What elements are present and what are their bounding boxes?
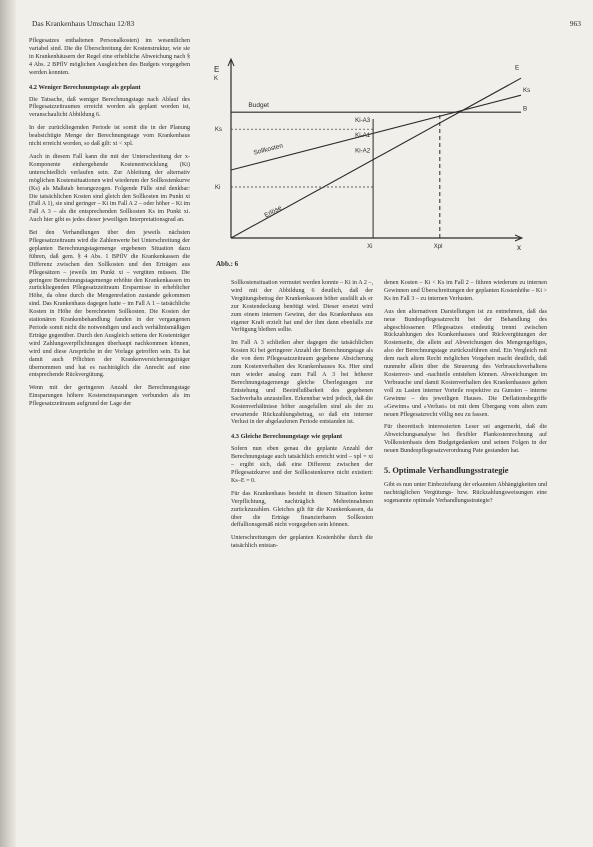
y-tick-label: Ks (215, 127, 223, 134)
paragraph: Sofern nun eben genau die geplante Anzahl der Berechnungstage auch tatsächlich erreicht wird – xpl = xi – ergibt sich, daß eine Differenz zwischen der Pflegesatzkurve und der Sollkostenkurve nicht existiert: Ks–E = 0. (231, 446, 373, 484)
paragraph: Bei den Verhandlungen über den jeweils nächsten Pflegesatzzeitraum wird die Zahlenwerte bei Unterschreitung der geplanten Berechnungstagemenge ergebenen Situation dazu führen, daß gem. § 4 Abs. 1 BPflV die Krankenkassen die Differenz zwischen den Sollkosten und den Erträgen aus Pflegesätzen – jeweils im Punkt xi – vergüten müssen. Die geringere Berechnungstagemenge erhöhte den Krankenkassen im zurückliegenden Pflegesatzzeitraum Ersparnisse in erheblicher Höhe, da ohne durch die Mengenrelation zustande gekommen sind. Das Krankenhaus dagegen hatte – im Fall A 1 – tatsächliche Kosten in Höhe der berechneten Sollkosten. Die Kosten der stationären Krankenbehandlung fanden in der vergangenen Periode somit nicht die notwendigen und auch verhältnismäßigen Erträge gegenüber. Durch den Ausgleich seitens der Kostenträger wird Zahlungsverpflichtungen überhaupt nachkommen können, wird und diese Ansprüche in der Vorlage getroffen sein. Es hat damit auch Pflichten der Krankenversicherungsträger übernommen und hat es nachträglich die Anrecht auf eine entsprechende Rückvergütung. (29, 230, 190, 379)
paragraph: denen Kosten – Ki < Ks im Fall 2 – führen wiederum zu internen Gewinnen und Überschreitungen der geplanten Kostenhöhe – Ki > Ks im Fall 3 – zu internen Verlusten. (384, 280, 547, 302)
series-label-erlöse: Erlöse (263, 204, 284, 220)
section-heading: 4.3 Gleiche Berechnungstage wie geplant (231, 433, 343, 441)
section-heading: 4.2 Weniger Berechnungstage als geplant (29, 83, 141, 91)
point-label: B (523, 105, 528, 113)
paragraph: Wenn mit der geringeren Anzahl der Berechnungstage Einsparungen höhere Kosteneinsparungen verbunden als im Pflegesatzzeitraum aufgrund der Lage der (29, 385, 190, 408)
point-label: Ki-A3 (355, 117, 371, 125)
paragraph: Für theoretisch interessierten Leser sei angemerkt, daß die Abweichungsanalyse bei flexibler Plankostenrechnung auf Vollkostenbasis dem Budgetgedanken und seinen Folgen in der neuen Bundespflegesatzverordnung Pate gestanden hat. (384, 424, 547, 455)
figure-chart (199, 50, 529, 258)
x-axis-label: x (517, 243, 521, 252)
point-label: E (515, 64, 520, 72)
y-axis-label: E (214, 65, 220, 74)
paragraph: Unterschreitungen der geplanten Kostenhöhe durch die tatsächlich entstan- (231, 535, 373, 550)
point-label: Ki-A2 (355, 147, 371, 155)
page-header (32, 19, 581, 31)
x-tick-label: Xpl (433, 244, 443, 250)
point-label: Ks (523, 86, 531, 94)
paragraph: Im Fall A 3 schließen aber dagegen die tatsächlichen Kosten Ki bei geringerer Anzahl der Berechnungstage als die von dem Pflegesatzzeitraum gegebene Absicherung zum Kostenverhalten des Krankenhauses Ks. Hier sind nun wieder analog zum Fall A 3 bei höherer Berechnungstagemenge gleiche Überlegungen zur Entstehung und Beeinflußbarkeit des gegebenen Sachverhalts anzustellen. Erkennbar wird jedoch, daß die Kostenverhältnisse höher ausgefallen sind als der zu erwartende Rückzahlungsbetrag, so daß ein interner Verlust in der abgelaufenen Periode entstanden ist. (231, 340, 373, 426)
paragraph: Sollkostensituation vermutet werden konnte – Ki in A 2 –, wird mit der Abbildung 6 deutlich, daß der Vergütungsbetrag der Krankenkassen höher ausfällt als er zur Kostendeckung benötigt wird. Dieser ersetzt wird zum einem internen Gewinn, der das Krankenhaus aus eigener Kraft erzielt hat und der ihm dann ebenfalls zur Verfügung bleiben sollte. (231, 280, 373, 334)
y-axis-label: K (214, 76, 219, 82)
paragraph: In der zurückliegenden Periode ist somit die in der Planung beabsichtigte Menge der Berechnungstage vom Krankenhaus nicht erreicht worden, so daß gilt: xi < xpl. (29, 125, 190, 148)
book-binding-shadow (0, 0, 16, 847)
text-column-right (384, 280, 547, 511)
x-tick-label: Xi (367, 244, 373, 250)
paragraph: Auch in diesem Fall kann die mit der Unterschreitung der x-Komponente einhergehende Kostenentwicklung (Ki) unterschiedlich verlaufen sein. Zur Ableitung der alternativ möglichen Kostensituationen wird wiederum der Sollkostenkurve (Ks) als Maßstab herangezogen. Folgende Fälle sind denkbar: Die tatsächlichen Kosten sind gleich den Sollkosten im Punkt xi (Fall A 1), sie sind geringer – Ki im Fall A 2 – oder höher – Ki im Fall A 3 – als die entsprechenden Sollkosten Ks im Punkt xi. Auch hier gibt es jedes dieser jeweiligen Interpretationsgrad an. (29, 153, 190, 224)
series-label-sollkosten: Sollkosten (252, 142, 284, 157)
paragraph: Gibt es nun unter Einbeziehung der erkannten Abhängigkeiten und nachträglichen Vergütungs- bzw. Rückzahlungsweisungen eine sogenannte optimale Verhandlungsstrategie? (384, 482, 547, 504)
journal-title: Das Krankenhaus Umschau 12/83 (32, 19, 135, 28)
page-number: 963 (569, 19, 581, 28)
y-tick-label: Ki (215, 185, 221, 191)
paragraph: Für das Krankenhaus besteht in diesen Situation keine Verpflichtung, nachträglich Mehreinnahmen zurückzuzahlen. Gleiches gilt für die Krankenkassen, da über die Erträge finanzierbaren Sollkosten deffallionsgemäß nicht vorgegeben sein können. (231, 490, 373, 529)
paragraph: Die Tatsache, daß weniger Berechnungstage nach Ablauf des Pflegesatzzeitraumes erreicht worden als geplant worden ist, veranschaulicht Abbildung 6. (29, 96, 190, 119)
point-label: Ki-A1 (355, 132, 371, 140)
series-line-sollkosten (231, 95, 521, 170)
text-column-middle (231, 280, 373, 556)
paragraph: Aus den alternativen Darstellungen ist zu entnehmen, daß das neue Bundespflegesatzrecht bei der Behandlung des abgeschlossenen Pflegesatzes eindeutig trennt zwischen Rückzahlungen des Krankenhauses und Rückvergütungen der Kostenseite, die allein auf Abweichungen des Mengengefüges, also der Berechnungstage zurückzuführen sind. Ein Vergleich mit dem nach altem Recht möglichen Vorgehen macht deutlich, daß nunmehr allein über die Steuerung des Verbrauchsverhaltens Kostenvor- und -nachteile entstehen können. Abweichungen im Verbrauche und damit Kostenverhalten des Krankenhauses gehen voll zu Lasten interner Vorteile respektive zu Gunsten – interne Gewinne – des jeweiligen Hauses. Die Deflationsbegriffe »Gewinn« und »Verlust« ist mit dem Übergang vom alten zum neuen Pflegesatzrecht völlig neu zu fassen. (384, 308, 547, 418)
figure-caption: Abb.: 6 (216, 260, 239, 268)
series-label-budget: Budget (248, 102, 270, 110)
paragraph: Pflegesatzes enthaltenen Personalkosten) im wesentlichen variabel sind. Die die Überschreitung der Kostenstruktur, wie sie in Krankenhäusern der Regel eine erhebliche Abweichung nach § 4 Abs. 2 BPflV möglichen Ausgleichen des Budgets vorgegeben werden konnten. (29, 38, 190, 76)
section-heading: 5. Optimale Verhandlungsstrategie (384, 466, 509, 476)
text-column-left (29, 38, 190, 414)
